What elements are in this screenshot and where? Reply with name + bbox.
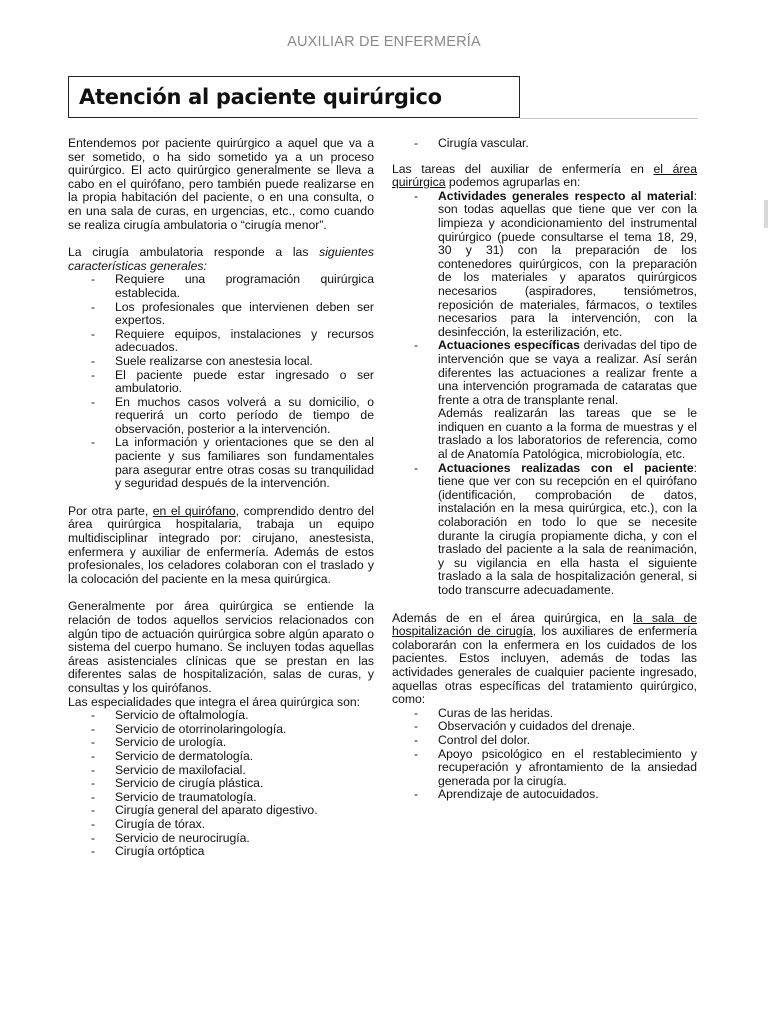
list-item: - Apoyo psicológico en el restablecimiento y recuperación y afrontamiento de la ansiedad generada por la cirugía. <box>392 748 697 789</box>
list-item: - Servicio de otorrinolaringología. <box>68 723 374 737</box>
list-item: - Servicio de oftalmología. <box>68 709 374 723</box>
title-rule <box>520 118 698 119</box>
ambulatory-list <box>68 273 374 491</box>
specialties-list-continued <box>392 137 697 151</box>
left-column <box>68 137 374 873</box>
tasks-list <box>392 190 697 598</box>
ambulatory-lead: La cirugía ambulatoria responde a las siguientes características generales: <box>68 245 374 273</box>
list-item: - Cirugía ortóptica <box>68 845 374 859</box>
section-title-box <box>68 76 520 118</box>
list-item: - Suele realizarse con anestesia local. <box>68 355 374 369</box>
list-item: - Los profesionales que intervienen deben ser expertos. <box>68 301 374 328</box>
right-column <box>392 137 697 816</box>
hospitalization-paragraph: Además de en el área quirúrgica, en la sala de hospitalización de cirugía, los auxiliares de enfermería colaborarán con la enfermera en los cuidados de los pacientes. Estos incluyen, además de todas las actividades generales de cualquier paciente ingresado, aquellas otras específicas del tratamiento quirúrgico, como: <box>392 610 698 707</box>
list-item: - Aprendizaje de autocuidados. <box>392 788 697 802</box>
list-item: - Cirugía general del aparato digestivo. <box>68 804 374 818</box>
surgical-area-paragraph: Generalmente por área quirúrgica se entiende la relación de todos aquellos servicios relacionados con algún tipo de actuación quirúrgica sobre algún aparato o sistema del cuerpo humano. Se incluyen todas aquellas áreas asistenciales clínicas que se prestan en las diferentes salas de hospitalización, salas de curas, y consultas y los quirófanos. <box>68 599 374 695</box>
list-item: - Servicio de urología. <box>68 736 374 750</box>
hospitalization-underlined: la sala de hospitalización de cirugía <box>392 610 698 639</box>
list-item: - Cirugía de tórax. <box>68 818 374 832</box>
list-item: - Servicio de cirugía plástica. <box>68 777 374 791</box>
list-item: - El paciente puede estar ingresado o ser ambulatorio. <box>68 369 374 396</box>
intro-paragraph: Entendemos por paciente quirúrgico a aquel que va a ser sometido, o ha sido sometido ya a un proceso quirúrgico. El acto quirúrgico generalmente se lleva a cabo en el quirófano, pero también puede realizarse en la propia habitación del paciente, o en una consulta, o en una sala de curas, en urgencias, etc., como cuando se realiza cirugía ambulatoria o “cirugía menor”. <box>68 136 374 232</box>
list-item: - Control del dolor. <box>392 734 697 748</box>
list-item: - La información y orientaciones que se den al paciente y sus familiares son fundamentales para asegurar entre otras cosas su tranquilidad y seguridad después de la intervención. <box>68 436 374 490</box>
list-item: - Cirugía vascular. <box>392 137 697 151</box>
list-item: - Observación y cuidados del drenaje. <box>392 720 697 734</box>
list-item: - Servicio de neurocirugía. <box>68 832 374 846</box>
list-item: - Servicio de traumatología. <box>68 791 374 805</box>
tasks-lead: Las tareas del auxiliar de enfermería en el área quirúrgica podemos agruparlas en: <box>392 161 697 190</box>
ambulatory-lead-italic: siguientes características generales: <box>68 245 374 273</box>
list-item: - Requiere equipos, instalaciones y recursos adecuados. <box>68 328 374 355</box>
care-list <box>392 707 697 802</box>
task-item: - Actividades generales respecto al material: son todas aquellas que tiene que ver con la limpieza y acondicionamiento del instrumental quirúrgico (puede consultarse el tema 18, 29, 30 y 31) con la preparación de los contenedores quirúrgicos, con la preparación de los materiales y aparatos quirúrgicos necesarios (aspiradores, tensiómetros, reposición de materiales, fármacos, o textiles necesarios para la intervención, con la desinfección, la esterilización, etc. <box>392 190 697 340</box>
operating-room-paragraph: Por otra parte, en el quirófano, comprendido dentro del área quirúrgica hospitalaria, trabaja un equipo multidisciplinar integrado por: cirujano, anestesista, enfermera y auxiliar de enfermería. Además de estos profesionales, los celadores colaboran con el traslado y la colocación del paciente en la mesa quirúrgica. <box>68 503 375 586</box>
list-item: - Curas de las heridas. <box>392 707 697 721</box>
page-edge-mark <box>764 200 768 228</box>
task-item: - Actuaciones realizadas con el paciente: tiene que ver con su recepción en el quirófano (identificación, comprobación de datos, instalación en la mesa quirúrgica, etc.), con la colaboración en todo lo que se necesite durante la cirugía propiamente dicha, y con el traslado del paciente a la sala de reanimación, y su vigilancia en ella hasta el siguiente traslado a la sala de hospitalización general, si todo transcurre adecuadamente. <box>392 462 697 598</box>
tasks-underlined: el área quirúrgica <box>392 161 697 190</box>
task-heading: Actividades generales respecto al material <box>438 188 694 203</box>
section-title: Atención al paciente quirúrgico <box>79 85 442 109</box>
operating-room-underlined: en el quirófano <box>152 503 236 518</box>
list-item: - Requiere una programación quirúrgica establecida. <box>68 273 374 300</box>
list-item: - Servicio de dermatología. <box>68 750 374 764</box>
specialties-lead: Las especialidades que integra el área quirúrgica son: <box>68 694 361 709</box>
list-item: - Servicio de maxilofacial. <box>68 764 374 778</box>
task-heading: Actuaciones realizadas con el paciente <box>438 460 694 475</box>
specialties-list <box>68 709 374 859</box>
task-extra-paragraph: Además realizarán las tareas que se le indiquen en cuanto a la forma de muestras y el traslado a los laboratorios de referencia, como al de Anatomía Patológica, microbiología, etc. <box>438 406 697 462</box>
task-heading: Actuaciones específicas <box>438 338 580 353</box>
running-header: AUXILIAR DE ENFERMERÍA <box>287 34 481 50</box>
list-item: - En muchos casos volverá a su domicilio, o requerirá un corto período de tiempo de observación, posterior a la intervención. <box>68 396 374 437</box>
task-item: - Actuaciones específicas derivadas del tipo de intervención que se vaya a realizar. Así serán diferentes las actuaciones a realizar frente a una intervención programada de cataratas que frente a otra de transplante renal. Además realizarán las tareas que se le indiquen en cuanto a la forma de muestras y el traslado a los laboratorios de referencia, como al de Anatomía Patológica, microbiología, etc. <box>392 339 697 461</box>
